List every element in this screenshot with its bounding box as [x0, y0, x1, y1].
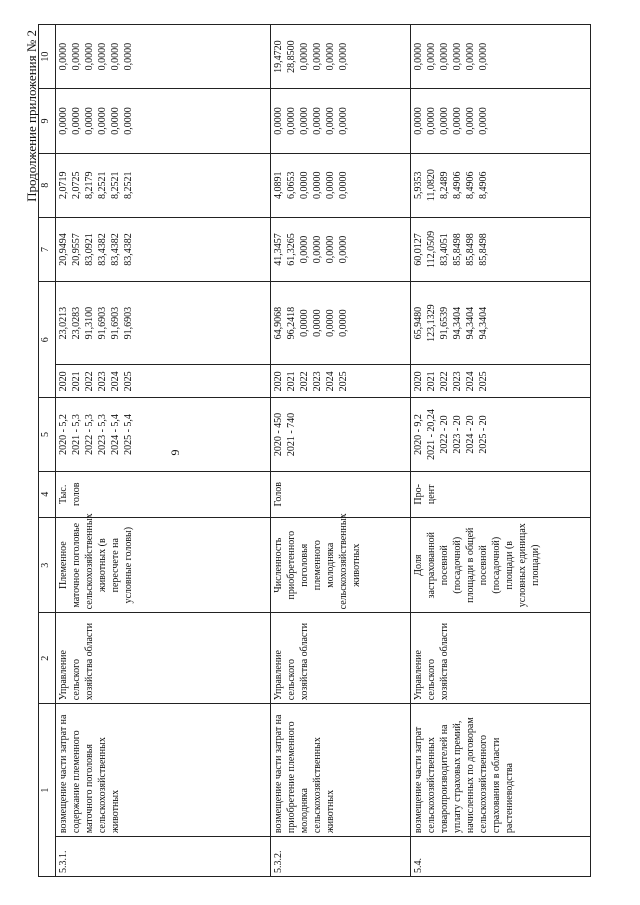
- value-line: 0,0000: [452, 107, 463, 135]
- value-line: 91,6539: [439, 306, 450, 340]
- measure-name: возмещение части затрат сельскохозяйственных товаропроизводителей на уплату страховых премий, начисленных по договорам сельскохозяйственного страхования в области растениеводства: [411, 704, 591, 837]
- header-row: [39, 25, 56, 877]
- value-line: 0,0000: [325, 42, 336, 71]
- table-row: [271, 25, 411, 877]
- indicator: Племенное маточное поголовье сельскохозяйственных животных (в пересчете на условные головы): [56, 518, 271, 613]
- total-cost: [271, 282, 411, 365]
- value-line: 0,0000: [110, 42, 121, 71]
- year: [411, 365, 591, 398]
- value-line: 0,0000: [338, 42, 349, 71]
- table-row: [56, 25, 271, 877]
- value-line: 91,6903: [110, 306, 121, 340]
- value-line: 2022 - 20: [439, 415, 450, 454]
- value-line: 0,0000: [97, 42, 108, 71]
- value-line: 83,4051: [439, 233, 450, 266]
- value-line: 0,0000: [325, 309, 336, 337]
- total-cost: [411, 282, 591, 365]
- value-line: 0,0000: [286, 107, 297, 135]
- value-line: 0,0000: [413, 107, 424, 135]
- regional-cost: [271, 153, 411, 217]
- appendix-title: Продолжение приложения № 2: [24, 30, 39, 202]
- value-line: 91,6903: [123, 306, 134, 340]
- value-line: 94,3404: [465, 306, 476, 340]
- value-line: 20,9494: [58, 233, 69, 266]
- value-line: 0,0000: [325, 171, 336, 199]
- local-cost: [411, 89, 591, 153]
- value-line: 2024: [325, 371, 336, 392]
- value-line: 112,0509: [426, 230, 437, 269]
- value-line: 23,0283: [71, 306, 82, 340]
- value-line: 2023: [312, 371, 323, 392]
- header-cell-2: 2: [39, 613, 56, 704]
- value-line: 41,3457: [273, 233, 284, 266]
- extra-cost: [56, 25, 271, 89]
- value-line: 11,0820: [426, 169, 437, 202]
- value-line: 0,0000: [338, 235, 349, 264]
- value-line: 94,3404: [452, 306, 463, 340]
- value-line: 2023: [452, 371, 463, 392]
- value-line: 2025 - 5,4: [123, 414, 134, 455]
- value-line: 8,2489: [439, 171, 450, 199]
- measure-name: возмещение части затрат на содержание племенного маточного поголовья сельскохозяйственных животных: [56, 704, 271, 837]
- value-line: 0,0000: [413, 42, 424, 71]
- value-line: 2020: [273, 371, 284, 392]
- value-line: 2021 - 20,24: [426, 409, 437, 460]
- value-line: 2025: [123, 371, 134, 392]
- value-line: 60,0127: [413, 233, 424, 266]
- value-line: 0,0000: [58, 107, 69, 135]
- value-line: 91,3100: [84, 306, 95, 340]
- header-cell-8: 8: [39, 153, 56, 217]
- value-line: 94,3404: [478, 306, 489, 340]
- value-line: 0,0000: [325, 235, 336, 264]
- local-cost: [271, 89, 411, 153]
- header-cell-7: 7: [39, 217, 56, 281]
- value-line: 2020: [58, 371, 69, 392]
- value-line: 64,9068: [273, 306, 284, 340]
- value-line: 0,0000: [338, 107, 349, 135]
- value-line: 23,0213: [58, 306, 69, 340]
- table-body: [56, 25, 591, 877]
- value-line: 0,0000: [426, 107, 437, 135]
- value-line: 2020: [413, 371, 424, 392]
- row-number: 5.3.2.: [271, 837, 411, 877]
- value-line: [337, 401, 350, 467]
- value-line: 123,1329: [426, 304, 437, 342]
- value-line: 2025 - 20: [478, 415, 489, 454]
- value-line: 0,0000: [71, 42, 82, 71]
- value-line: 0,0000: [439, 42, 450, 71]
- unit: Тыс. голов: [56, 471, 271, 518]
- value-line: 8,4906: [452, 171, 463, 199]
- value-line: 0,0000: [312, 309, 323, 337]
- value-line: 19,4720: [273, 40, 284, 73]
- value-line: 4,0891: [273, 171, 284, 199]
- value-line: 0,0000: [71, 107, 82, 135]
- value-line: 2021: [71, 371, 82, 392]
- extra-cost: [411, 25, 591, 89]
- value-line: 91,6903: [97, 306, 108, 340]
- executor: Управление сельского хозяйства области: [56, 613, 271, 704]
- value-line: 2021: [286, 371, 297, 392]
- value-line: 0,0000: [452, 42, 463, 71]
- executor: Управление сельского хозяйства области: [411, 613, 591, 704]
- value-line: 0,0000: [312, 107, 323, 135]
- value-line: 0,0000: [312, 42, 323, 71]
- target-value: [56, 398, 271, 471]
- page-number: 9: [168, 449, 182, 456]
- value-line: 2024 - 20: [465, 415, 476, 454]
- value-line: 0,0000: [273, 107, 284, 135]
- value-line: 2023: [97, 371, 108, 392]
- executor: Управление сельского хозяйства области: [271, 613, 411, 704]
- value-line: 8,2179: [84, 171, 95, 199]
- federal-cost: [271, 217, 411, 281]
- value-line: 2021: [426, 371, 437, 392]
- value-line: 85,8498: [452, 233, 463, 266]
- value-line: 8,4906: [465, 171, 476, 199]
- value-line: 2023 - 20: [452, 415, 463, 454]
- value-line: 2020 - 9,2: [413, 414, 424, 455]
- target-value: [271, 398, 411, 471]
- value-line: 28,8500: [286, 40, 297, 73]
- program-table: [38, 24, 591, 877]
- value-line: 0,0000: [312, 235, 323, 264]
- value-line: 0,0000: [465, 107, 476, 135]
- value-line: [324, 401, 337, 467]
- header-cell-1: 1: [39, 704, 56, 877]
- value-line: 0,0000: [84, 107, 95, 135]
- value-line: 0,0000: [312, 171, 323, 199]
- indicator: Численность приобретенного поголовья племенного молодняка сельскохозяйственных животных: [271, 518, 411, 613]
- value-line: 0,0000: [478, 42, 489, 71]
- header-cell-9: 9: [39, 89, 56, 153]
- local-cost: [56, 89, 271, 153]
- indicator: Доля застрахованной посевной (посадочной) площади в общей посевной (посадочной) площади (в условных единицах площади): [411, 518, 591, 613]
- value-line: 85,8498: [465, 233, 476, 266]
- value-line: 2021 - 740: [286, 412, 297, 457]
- value-line: 83,4382: [110, 233, 121, 266]
- header-cell-5: 5: [39, 398, 56, 471]
- value-line: 2022: [84, 371, 95, 392]
- value-line: 2022: [439, 371, 450, 392]
- value-line: 0,0000: [110, 107, 121, 135]
- value-line: 2023 - 5,3: [97, 414, 108, 455]
- table-row: [411, 25, 591, 877]
- value-line: 0,0000: [299, 107, 310, 135]
- total-cost: [56, 282, 271, 365]
- value-line: 0,0000: [58, 42, 69, 71]
- value-line: 0,0000: [465, 42, 476, 71]
- value-line: 85,8498: [478, 233, 489, 266]
- value-line: 0,0000: [123, 42, 134, 71]
- value-line: [298, 401, 311, 467]
- value-line: 2020 - 5,2: [58, 414, 69, 455]
- header-cell-3: 3: [39, 518, 56, 613]
- extra-cost: [271, 25, 411, 89]
- value-line: 0,0000: [299, 235, 310, 264]
- unit: Голов: [271, 471, 411, 518]
- header-cell-10: 10: [39, 25, 56, 89]
- value-line: 83,4382: [123, 233, 134, 266]
- value-line: 0,0000: [299, 309, 310, 337]
- target-value: [411, 398, 591, 471]
- value-line: 2024: [465, 371, 476, 392]
- measure-name: возмещение части затрат на приобретение племенного молодняка сельскохозяйственных животных: [271, 704, 411, 837]
- row-number: 5.4.: [411, 837, 591, 877]
- row-number: 5.3.1.: [56, 837, 271, 877]
- header-cell-4: 4: [39, 471, 56, 518]
- value-line: 2024: [110, 371, 121, 392]
- value-line: 2,0719: [58, 171, 69, 199]
- value-line: [311, 401, 324, 467]
- federal-cost: [411, 217, 591, 281]
- value-line: 0,0000: [338, 171, 349, 199]
- value-line: 2025: [338, 371, 349, 392]
- value-line: 0,0000: [478, 107, 489, 135]
- value-line: 0,0000: [299, 171, 310, 199]
- value-line: 0,0000: [97, 107, 108, 135]
- value-line: 8,2521: [123, 171, 134, 199]
- value-line: 8,2521: [97, 171, 108, 199]
- value-line: 2022: [299, 371, 310, 392]
- value-line: 5,9353: [413, 171, 424, 199]
- value-line: 2025: [478, 371, 489, 392]
- value-line: 0,0000: [325, 107, 336, 135]
- value-line: 8,4906: [478, 171, 489, 199]
- value-line: 8,2521: [110, 171, 121, 199]
- value-line: 65,9480: [413, 306, 424, 340]
- value-line: 0,0000: [338, 309, 349, 337]
- year: [271, 365, 411, 398]
- unit: Про-цент: [411, 471, 591, 518]
- value-line: 61,3265: [286, 233, 297, 266]
- value-line: 0,0000: [123, 107, 134, 135]
- header-cell-6: 6: [39, 282, 56, 398]
- value-line: 0,0000: [84, 42, 95, 71]
- regional-cost: [411, 153, 591, 217]
- value-line: 83,0921: [84, 233, 95, 266]
- federal-cost: [56, 217, 271, 281]
- regional-cost: [56, 153, 271, 217]
- value-line: 0,0000: [299, 42, 310, 71]
- value-line: 6,0653: [286, 171, 297, 199]
- year: [56, 365, 271, 398]
- value-line: 96,2418: [286, 306, 297, 340]
- value-line: 2021 - 5,3: [71, 414, 82, 455]
- value-line: 2022 - 5,3: [84, 414, 95, 455]
- value-line: 2020 - 450: [273, 412, 284, 457]
- value-line: 20,9557: [71, 233, 82, 266]
- value-line: 0,0000: [439, 107, 450, 135]
- value-line: 2,0725: [71, 171, 82, 199]
- value-line: 83,4382: [97, 233, 108, 266]
- value-line: 2024 - 5,4: [110, 414, 121, 455]
- value-line: 0,0000: [426, 42, 437, 71]
